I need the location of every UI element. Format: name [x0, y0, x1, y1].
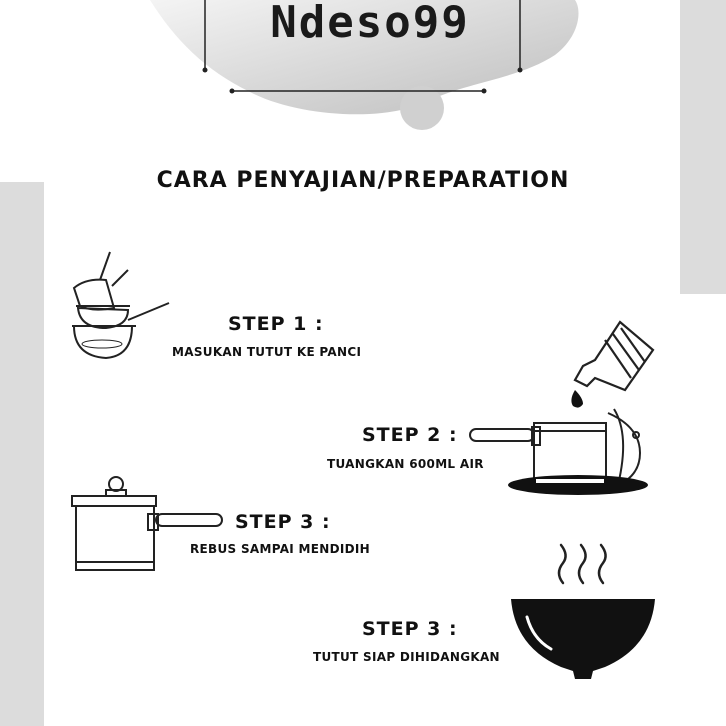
step1-desc: MASUKAN TUTUT KE PANCI	[172, 345, 362, 359]
step2-desc: TUANGKAN 600ML AIR	[327, 457, 484, 471]
brand-line2: Ndeso99	[270, 0, 470, 48]
step4-desc: TUTUT SIAP DIHIDANGKAN	[313, 650, 500, 664]
step2-title: STEP 2 :	[362, 424, 458, 446]
step4-title: STEP 3 :	[362, 618, 458, 640]
steaming-bowl-icon	[505, 543, 660, 683]
water-bottle-icon	[565, 320, 655, 415]
step3-title: STEP 3 :	[235, 511, 331, 533]
left-decor-bar	[0, 182, 44, 726]
brand-logo	[220, 0, 520, 46]
step1-title: STEP 1 :	[228, 313, 324, 335]
nested-pots-icon	[66, 248, 176, 363]
page-heading: CARA PENYAJIAN/PREPARATION	[156, 168, 570, 193]
covered-pot-icon	[70, 474, 226, 574]
pot-with-lid-icon	[468, 405, 653, 497]
step3-desc: REBUS SAMPAI MENDIDIH	[190, 542, 371, 556]
